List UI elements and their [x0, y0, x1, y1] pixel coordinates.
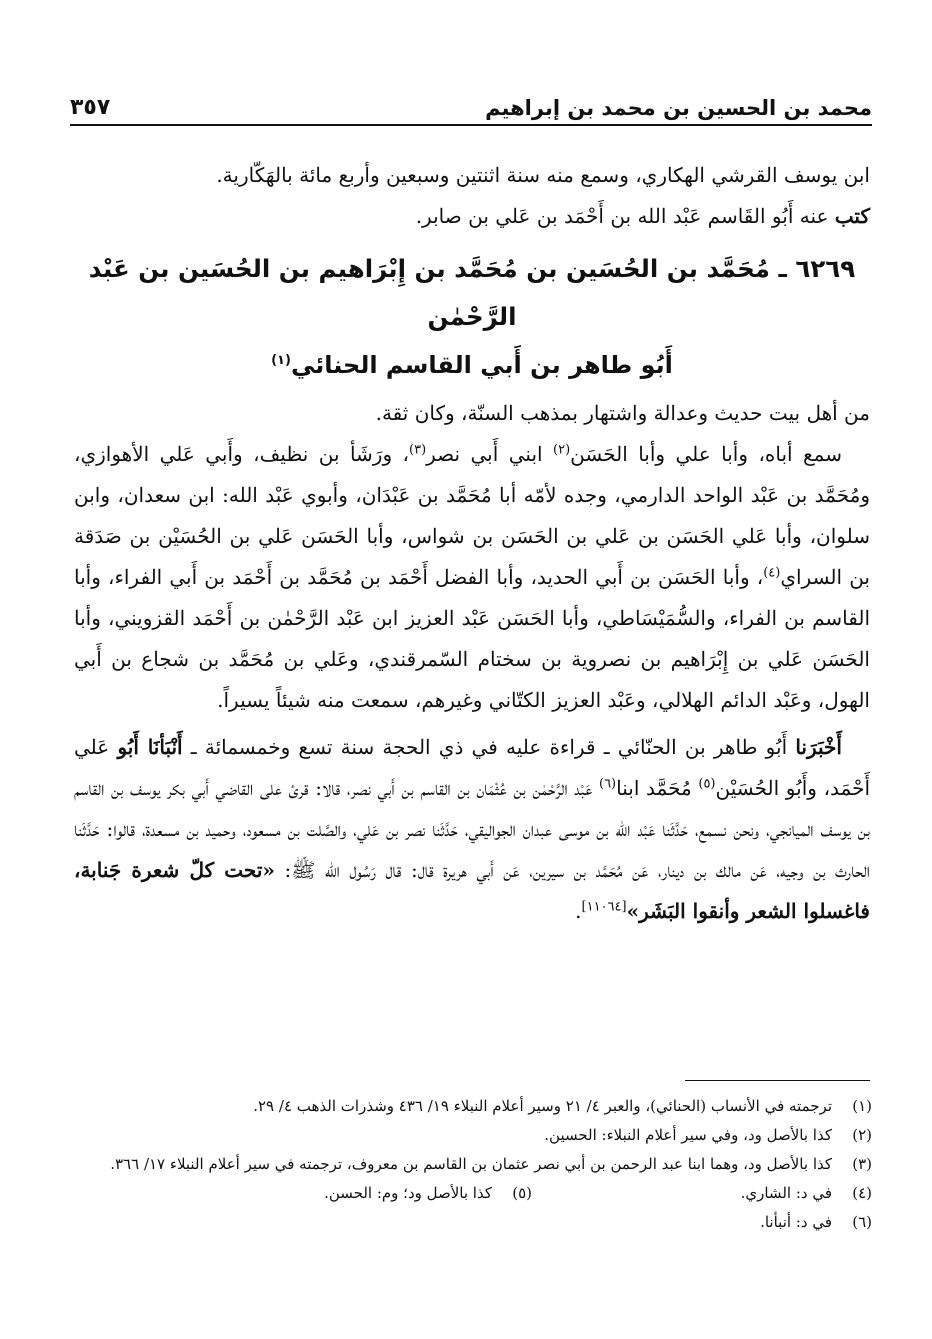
footnote: (٢) كذا بالأصل ود، وفي سير أعلام النبلاء: الحسين. — [544, 1126, 872, 1144]
paragraph: أَخْبَرَنا أَبُو طاهر بن الحنّائي ـ قراءة عليه في ذي الحجة سنة تسع وخمسمائة ـ أَنْبَأنَا أَبُو عَلي أَحْمَد، وأَبُو الحُسَيْن$^{(٥)}$ مُحَمَّد ابنا$^{(٦)}$ عَبْد الرَّحْمٰن بن عُثْمَان بن القاسم بن أَبي نصر، قالا: قرئ على القاضي أَبي بكر يوسف بن القاسم بن يوسف الميانجي، ونحن نسمع، حَدَّثَنا عَبْد الله بن موسى عبدان الجواليقي، حَدَّثَنا نصر بن عَلي، والصَّلت بن مسعود، وحميد بن مسعدة، قالوا: حَدَّثَنا الحارث بن وجيه، عَن مالك بن دينار، عَن مُحَمَّد بن سيرين، عَن أَبي هريرة قال: قال رَسُول الله ﷺ: «تحت كلّ شعرة جَنابة، فاغسلوا الشعر وأنقوا البَشَر»[١١٠٦٤]. — [74, 735, 871, 923]
text-line: كتب عنه أَبُو القَاسم عَبْد الله بن أَحْمَد بن عَلي بن صابر. — [415, 204, 870, 228]
paragraph: من أهل بيت حديث وعدالة واشتهار بمذهب السنّة، وكان ثقة. — [375, 401, 870, 425]
footnote: (٤) في د: الشاري. — [740, 1184, 872, 1202]
footnote: (١) ترجمته في الأنساب (الحنائي)، والعبر ٤/ ٢١ وسير أعلام النبلاء ١٩/ ٤٣٦ وشذرات الذهب ٤/ ٢٩. — [253, 1097, 872, 1115]
footnote-ref: (١) — [271, 353, 291, 368]
paragraph: سمع أباه، وأبا علي وأبا الحَسَن$^{(٢)}$ ابني أَبي نصر$^{(٣)}$، ورَشَأ بن نظيف، وأَبي عَلي الأهوازي، ومُحَمَّد بن عَبْد الواحد الدارمي، وجده لأمّه أبا مُحَمَّد بن عَبْدَان، وأبوي عَبْد الله: ابن سعدان، وابن سلوان، وأبا عَلي الحَسَن بن عَلي بن الحَسَن بن شواس، وأبا الحَسَن عَلي بن الحُسَيْن بن صَدَقة بن السراي$^{(٤)}$، وأبا الحَسَن بن أَبي الحديد، وأبا الفضل أَحْمَد بن مُحَمَّد بن أَحْمَد بن أَبي الفراء، وأبا القاسم بن الفراء، والسُّمَيْسَاطي، وأبا الحَسَن عَبْد العزيز ابن عَبْد الرَّحْمٰن بن أَحْمَد القزويني، وأبا الحَسَن عَلي بن إِبْرَاهيم بن نصروية بن سختام السّمرقندي، وعَلي بن مُحَمَّد بن شجاع بن أَبي الهول، وعَبْد الدائم الهلالي، وعَبْد العزيز الكتّاني وغيرهم، سمعت منه شيئاً يسيراً. — [74, 442, 871, 712]
footnote-ref: (٣) — [409, 442, 427, 458]
footnote-rule — [685, 1080, 870, 1081]
main-text — [74, 155, 870, 932]
entry-subheading: أَبُو طاهر بن أَبي القاسم الحنائي$^{(١)}$ — [271, 351, 673, 379]
footnote: (٣) كذا بالأصل ود، وهما ابنا عبد الرحمن بن أبي نصر عثمان بن القاسم بن معروف، ترجمته في سير أعلام النبلاء ١٧/ ٣٦٦. — [110, 1155, 872, 1173]
footnote-ref: (٥) — [698, 776, 716, 792]
running-title: محمد بن الحسين بن محمد بن إبراهيم — [485, 96, 872, 120]
footnote-ref: (٢) — [553, 442, 571, 458]
footnote-ref: (٤) — [763, 565, 781, 581]
footnote: (٦) في د: أنبأنا. — [760, 1213, 872, 1231]
footnote-pair — [60, 1179, 872, 1208]
footnotes — [60, 1092, 872, 1237]
hadith-number: [١١٠٦٤] — [581, 899, 627, 915]
page-number: ٣٥٧ — [70, 95, 111, 120]
text-line: ابن يوسف القرشي الهكاري، وسمع منه سنة اثنتين وسبعين وأربع مائة بالهَكّارية. — [216, 163, 870, 187]
header-rule — [70, 124, 872, 126]
footnote-ref: (٦) — [598, 776, 617, 792]
page-header — [70, 86, 872, 120]
entry-heading: ٦٢٦٩ ـ مُحَمَّد بن الحُسَين بن مُحَمَّد بن إِبْرَاهيم بن الحُسَين بن عَبْد الرَّحْمٰن — [88, 254, 856, 331]
footnote: (٥) كذا بالأصل ود؛ وم: الحسن. — [324, 1184, 532, 1202]
